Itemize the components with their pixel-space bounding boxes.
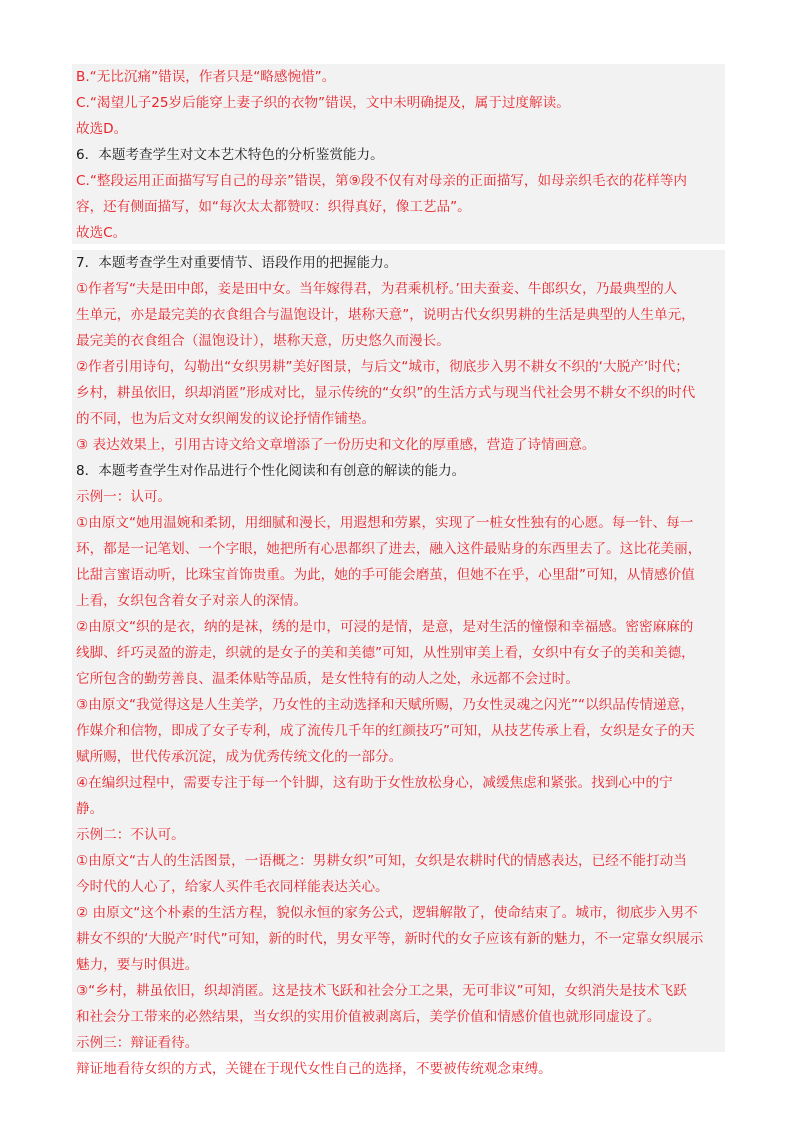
text-line: ④在编织过程中，需要专注于每一个针脚，这有助于女性放松身心，减缓焦虑和紧张。找到心中的宁 [76, 775, 673, 791]
text-line: 7．本题考查学生对重要情节、语段作用的把握能力。 [76, 255, 398, 271]
text-line: 和社会分工带来的必然结果，当女织的实用价值被剥离后，美学价值和情感价值也就形同虚设了。 [76, 1009, 661, 1025]
text-line: 故选C。 [76, 225, 127, 241]
text-line: 故选D。 [76, 121, 128, 137]
text-line: 它所包含的勤劳善良、温柔体贴等品质，是女性特有的动人之处，永远都不会过时。 [76, 671, 579, 687]
text-line: C.“整段运用正面描写写自己的母亲”错误，第⑨段不仅有对母亲的正面描写，如母亲织毛衣的花样等内 [76, 173, 688, 189]
answer-block-7-8 [72, 250, 725, 1077]
text-line: 最完美的衣食组合（温饱设计），堪称天意，历史悠久而漫长。 [76, 333, 450, 349]
text-line: 比甜言蜜语动听，比珠宝首饰贵重。为此，她的手可能会磨茧，但她不在乎，心里甜”可知，从情感价值 [76, 567, 695, 583]
text-line: ①由原文“她用温婉和柔韧，用细腻和漫长，用遐想和劳累，实现了一桩女性独有的心愿。每一针、每一 [76, 515, 694, 531]
text-line: C.“渴望儿子25岁后能穿上妻子织的衣物”错误，文中未明确提及，属于过度解读。 [76, 95, 570, 111]
text-line: ③“乡村，耕虽依旧，织却消匿。这是技术飞跃和社会分工之果，无可非议”可知，女织消失是技术飞跃 [76, 983, 687, 999]
text-line: 示例三：辩证看待。 [76, 1035, 199, 1051]
text-line: 容，还有侧面描写，如“每次太太都赞叹：织得真好，像工艺品”。 [76, 199, 471, 215]
text-line: ②作者引用诗句，勾勒出“女织男耕”美好图景，与后文“城市，彻底步入男不耕女不织的‘大脱产’时代； [76, 359, 689, 375]
text-line: ③由原文“我觉得这是人生美学，乃女性的主动选择和天赋所赐，乃女性灵魂之闪光”“以织品传情递意， [76, 697, 694, 713]
text-line: ②由原文“织的是衣，纳的是袜，绣的是巾，可浸的是情，是意，是对生活的憧憬和幸福感。密密麻麻的 [76, 619, 694, 635]
text-line: 今时代的人心了，给家人买件毛衣同样能表达关心。 [76, 879, 389, 895]
text-line: 6．本题考查学生对文本艺术特色的分析鉴赏能力。 [76, 147, 384, 163]
text-line: ①作者写“夫是田中郎，妾是田中女。当年嫁得君，为君乘机杼。’田夫蚕妾、牛郎织女，乃最典型的人 [76, 281, 678, 297]
text-line: 赋所赐，世代传承沉淀，成为优秀传统文化的一部分。 [76, 749, 403, 765]
text-line: 静。 [76, 801, 104, 817]
text-line: 示例二：不认可。 [76, 827, 185, 843]
text-line: 耕女不织的‘大脱产’时代”可知，新的时代，男女平等，新时代的女子应该有新的魅力，不一定靠女织展示 [76, 931, 704, 947]
text-line: 辩证地看待女织的方式，关键在于现代女性自己的选择，不要被传统观念束缚。 [76, 1061, 552, 1077]
text-line: 乡村，耕虽依旧，织却消匿”形成对比，显示传统的“女织”的生活方式与现当代社会男不耕女不织的时代 [76, 385, 696, 401]
text-line: 生单元，亦是最完美的衣食组合与温饱设计，堪称天意”，说明古代女织男耕的生活是典型的人生单元， [76, 307, 695, 323]
text-line: 示例一：认可。 [76, 489, 172, 505]
text-line: 上看，女织包含着女子对亲人的深情。 [76, 593, 308, 609]
text-line: 作媒介和信物，即成了女子专利，成了流传几千年的红颜技巧”可知，从技艺传承上看，女织是女子的天 [76, 723, 695, 739]
text-line: 的不同，也为后文对女织阐发的议论抒情作铺垫。 [76, 411, 376, 427]
text-line: ①由原文“古人的生活图景，一语概之：男耕女织”可知，女织是农耕时代的情感表达，已经不能打动当 [76, 853, 687, 869]
text-line: 环，都是一记笔划、一个字眼，她把所有心思都织了进去，融入这件最贴身的东西里去了。这比花美丽， [76, 541, 702, 557]
text-line: ③ 表达效果上，引用古诗文给文章增添了一份历史和文化的厚重感，营造了诗情画意。 [76, 437, 596, 453]
text-line: 8．本题考查学生对作品进行个性化阅读和有创意的解读的能力。 [76, 463, 466, 479]
text-line: 线脚、纤巧灵盈的游走，织就的是女子的美和美德”可知，从性别审美上看，女织中有女子的美和美德， [76, 645, 695, 661]
text-line: 魅力，要与时俱进。 [76, 957, 199, 973]
text-line: B.“无比沉痛”错误，作者只是“略感惋惜”。 [76, 69, 336, 85]
answer-block-5-6 [72, 64, 725, 244]
text-line: ② 由原文“这个朴素的生活方程，貌似永恒的家务公式，逻辑解散了，使命结束了。城市，彻底步入男不 [76, 905, 698, 921]
